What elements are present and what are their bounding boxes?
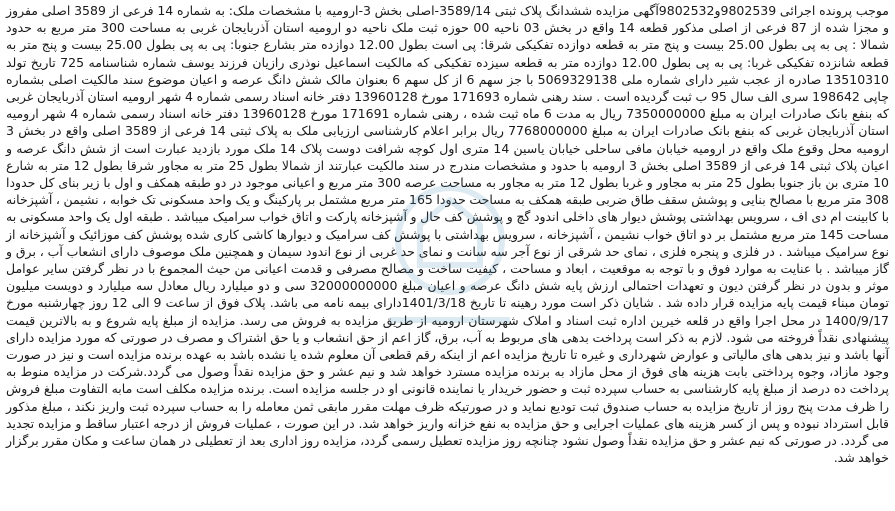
auction-notice-body-text: موجب پرونده اجرائی 9802539و9802532آگهی مزایده ششدانگ پلاک ثبتی 3589/14-اصلی بخش 3-ارومیه با مشخصات ملک: به شماره 14 فرعی از 3589 اصلی مفروز و مجزا شده از 87 فرعی از اصلی مذکور قطعه 14 واقع در بخش 03 ناحیه 00 حوزه ثبت ملک ناحیه دو ارومیه استان آذربایجان غربی به مساحت 300 متر مربع به حدود شمالا : پی به پی بطول 25.00 بیست و پنج متر به قطعه دوازده تفکیکی شرقا: پی است بطول 12.00 دوازده متر بشارع جنوبا: پی به پی بطول 25.00 بیست و پنج متر به قطعه شانزده تفکیکی غربا: پی به پی بطول 12.00 دوازده متر به قطعه سیزده تفکیکی که مالکیت اسماعیل نوذری رازیان فرزند یوسف شماره شناسنامه 725 تاریخ تولد 13510310 صادره از عجب شیر دارای شماره ملی 5069329138 با جز سهم 6 از کل سهم 6 بعنوان مالک شش دانگ عرصه و اعیان موضوع سند مالکیت اصلی بشماره چاپی 198642 سری الف سال 95 ب ثبت گردیده است . سند رهنی شماره 171693 مورخ 13960128 دفتر خانه اسناد رسمی شماره 4 شهر ارومیه استان آذربایجان غربی که بنفع بانک صادرات ایران به مبلغ 7350000000 ریال به مدت 6 ماه ثبت شده ، رهنی شماره 171691 مورخ 13960128 دفتر خانه اسناد رسمی شماره 4 شهر ارومیه استان آذربایجان غربی که بنفع بانک صادرات ایران به مبلغ 7768000000 ریال برابر اعلام کارشناسی ارزیابی ملک به پلاک ثبتی 14 فرعی از 3589 اصلی واقع در بخش 3 ارومیه محل وقوع ملک واقع در ارومیه خیابان مافی ساحلی خیابان یاسین 14 متری اول کوچه شرافت دوست پلاک 14 ملک مورد بازدید عبارت است از شش دانگ عرصه و اعیان پلاک ثبتی 14 فرعی از 3589 اصلی بخش 3 ارومیه با حدود و مشخصات مندرج در سند مالکیت عبارتند از شمالا بطول 25 متر به مجاور شرقا بطول 12 متر به شارع 10 متری بن باز جنوبا بطول 25 متر به مجاور و غربا بطول 12 متر به مجاور به مساحت عرصه 300 متر مربع و اعیانی موجود در دو طبقه همکف و اول با زیر بنای کل حدودا 308 متر مربع با مصالح بنایی و پوشش سقف طاق ضربی طبقه همکف به مساحت حدودا 165 متر مربع مشتمل بر پارکینگ و یک واحد مسکونی تک خوابه ، نشیمن ، آشپزخانه با کابینت ام دی اف ، سرویس بهداشتی پوشش دیوار های داخلی اندود گچ و پوشش کف حال و آشپزخانه پارکت و اتاق خواب سرامیک میباشد . طبقه اول یک واحد مسکونی به مساحت 145 متر مربع مشتمل بر دو اتاق خواب نشیمن ، آشپزخانه ، سرویس بهداشتی با پوشش کف سرامیک و دیوارها کاشی کاری شده پوشش کف موزائیک و آشپزخانه از نوع سرامیک میباشد . در فلزی و پنجره فلزی ، نمای حد شرقی از نوع آجر سه سانت و نمای حد غربی از نوع اندود سیمان و همچنین ملک موصوف دارای انشعاب آب ، برق و گاز میباشد . با عنایت به موارد فوق و با توجه به موقعیت ، ابعاد و مساحت ، کیفیت ساخت و مصالح مصرفی و قدمت اعیانی من حیث المجموع با در نظر گرفتن سایر عوامل موثر و بدون در نظر گرفتن دیون و تعهدات احتمالی ارزش پایه شش دانگ عرصه و اعیان مبلغ 32000000000 سی و دو میلیارد ریال معادل سه میلیارد و دویست میلیون تومان مبناء قیمت پایه مزایده قرار داده شد . شایان ذکر است مورد رهینه تا تاریخ 1401/3/18دارای بیمه نامه می باشد. پلاک فوق از ساعت 9 الی 12 روز چهارشنبه مورخ 1400/9/17 در محل اجرا واقع در قلعه خیرین اداره ثبت اسناد و املاک شهرستان ارومیه از طریق مزایده به فروش می رسد. مزایده از مبلغ پایه شروع و به بالاترین قیمت پیشنهادی نقداً فروخته می شود. لازم به ذکر است پرداخت بدهی های مربوط به آب، برق، گاز اعم از حق انشعاب و یا حق اشتراک و مصرف در صورتی که مورد مزایده دارای آنها باشد و نیز بدهی های مالیاتی و عوارض شهرداری و غیره تا تاریخ مزایده اعم از اینکه رقم قطعی آن معلوم شده یا نشده باشد به عهده برنده مزایده است و نیز در صورت وجود مازاد، وجوه پرداختی بابت هزینه های فوق از محل مازاد به برنده مزایده مسترد خواهد شد و نیم عشر و حق مزایده نقداً وصول می گردد.شرکت در مزایده منوط به پرداخت ده درصد از مبلغ پایه کارشناسی به حساب سپرده ثبت و حضور خریدار یا نماینده قانونی او در جلسه مزایده است. برنده مزایده مکلف است مابه التفاوت مبلغ فروش را ظرف مدت پنج روز از تاریخ مزایده به حساب صندوق ثبت تودیع نماید و در صورتیکه ظرف مهلت مقرر مابقی ثمن معامله را به حساب سپرده ثبت واریز نکند ، مبلغ مذکور قابل استرداد نبوده و پس از کسر هزینه های عملیات اجرایی و حق مزایده به نفع خزانه واریز خواهد شد. در این صورت ، عملیات فروش از درجه اعتبار ساقط و مزایده تجدید می گردد. در صورتی که نیم عشر و حق مزایده نقداً وصول نشود چنانچه روز مزایده تعطیل رسمی گردد، مزایده روز اداری بعد از تعطیلی در همان ساعت و مکان مقرر برگزار خواهد شد. xyxy=(6,3,890,466)
